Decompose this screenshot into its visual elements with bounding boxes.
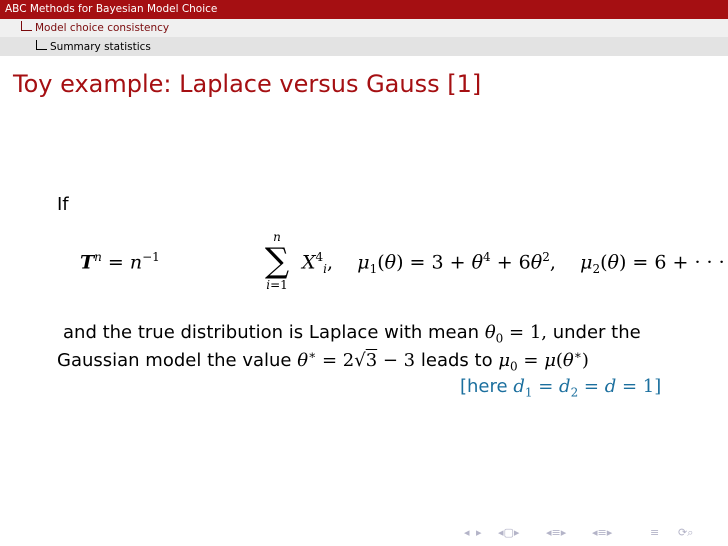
equation-lhs: $T^n = n^{-1}$	[80, 250, 160, 274]
mu-zero-eq: $\mu_0 = \mu(\theta^∗)$	[498, 348, 589, 374]
text-line-1a: and the true distribution is Laplace with mean	[63, 322, 480, 343]
breadcrumb-bar-subsection[interactable]	[0, 37, 728, 56]
note-eq: $d_1 = d_2 = d = 1$]	[513, 376, 662, 400]
breadcrumb-subsection[interactable]: Summary statistics	[50, 41, 151, 53]
search-icon[interactable]: ⟳⌕	[678, 526, 694, 539]
theta-star-eq: θ∗ = 2√3 − 3	[297, 348, 416, 371]
nav-right-icon[interactable]: ▸	[476, 526, 482, 539]
breadcrumb-bar-presentation[interactable]	[0, 0, 728, 19]
note-here: [here	[460, 376, 508, 397]
text-line-1b: under the	[552, 322, 641, 343]
section-nav-icon[interactable]: ◂≡▸	[592, 526, 613, 539]
text-line-2a: Gaussian model the value	[57, 350, 292, 371]
slide-title: Toy example: Laplace versus Gauss [1]	[13, 70, 482, 98]
theta-zero-eq: $\theta_0 = 1$,	[484, 322, 547, 346]
breadcrumb-presentation[interactable]: ABC Methods for Bayesian Model Choice	[5, 3, 218, 15]
text-line-2b: leads to	[420, 350, 493, 371]
note-line	[460, 376, 661, 400]
text-line-1	[63, 322, 641, 346]
tree-connector-icon	[36, 40, 47, 50]
if-text: If	[57, 194, 69, 215]
text-line-2	[57, 348, 589, 374]
sum-operator: n ∑ i=1	[264, 230, 290, 292]
nav-left-icon[interactable]: ◂	[464, 526, 470, 539]
align-icon[interactable]: ≡	[650, 526, 660, 539]
equation-rhs: $X^4_i$, $\mu_1(\theta) = 3 + \theta^4 + 6\theta^2$, $\mu_2(\theta) = 6$ + · · ·	[302, 250, 725, 277]
subsection-nav-icon[interactable]: ◂≡▸	[546, 526, 567, 539]
frame-nav-icon[interactable]: ◂▢▸	[498, 526, 520, 539]
breadcrumb-bar-section[interactable]	[0, 19, 728, 37]
display-equation	[80, 230, 725, 310]
breadcrumb-section[interactable]: Model choice consistency	[35, 22, 170, 34]
tree-connector-icon	[21, 21, 32, 31]
